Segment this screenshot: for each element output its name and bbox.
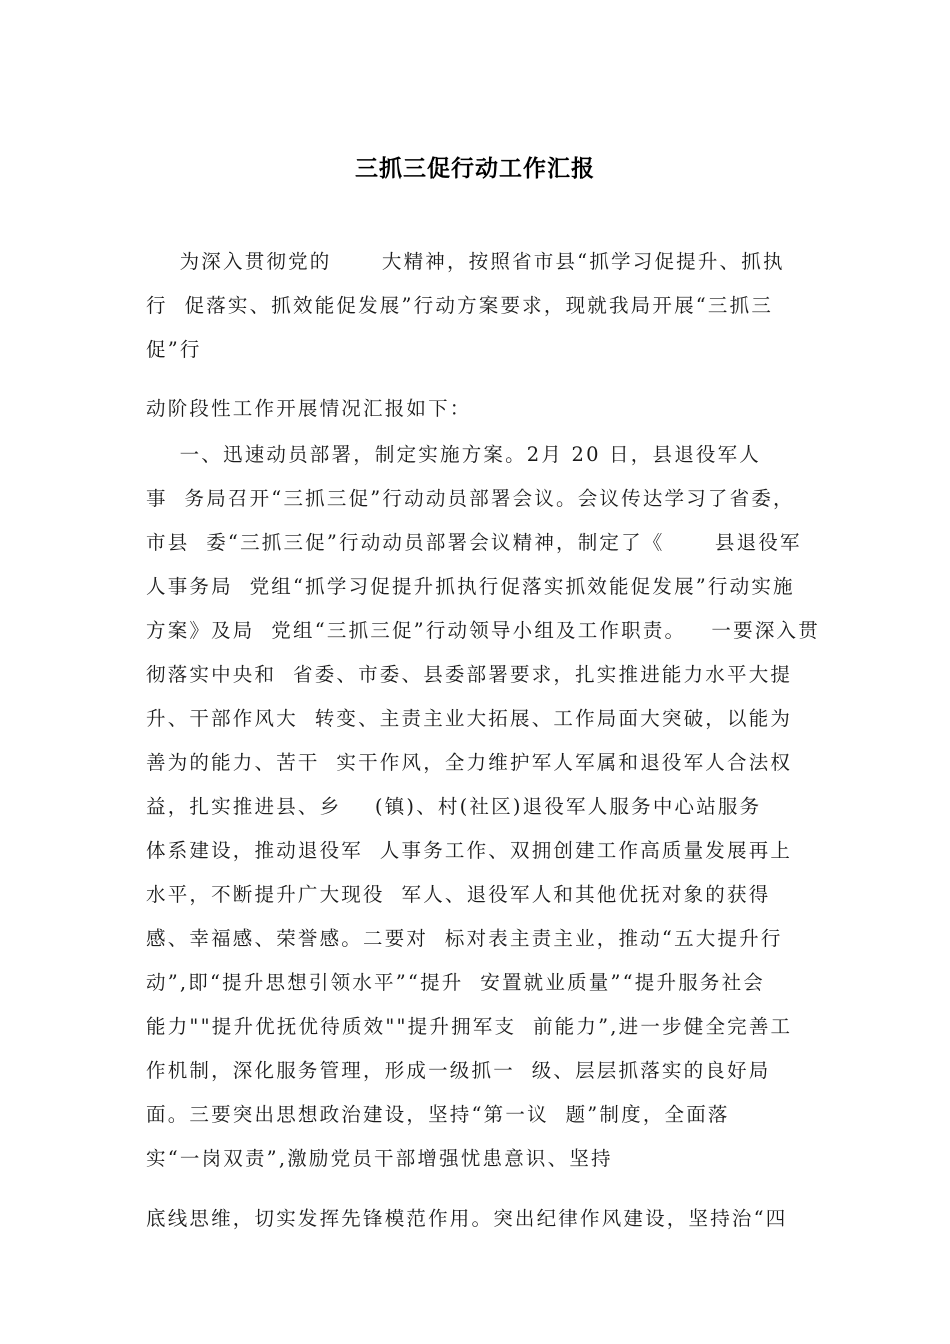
body-line: 彻落实中央和 省委、市委、县委部署要求，扎实推进能力水平大提 [146,663,793,686]
body-line: 底线思维，切实发挥先锋模范作用。突出纪律作风建设，坚持治“四 [146,1207,788,1230]
body-line: 实“一岗双责”,激励党员干部增强忧患意识、坚持 [146,1147,613,1170]
body-line: 方案》及局 党组“三抓三促”行动领导小组及工作职责。 一要深入贯 [146,619,820,642]
body-line: 动阶段性工作开展情况汇报如下： [146,397,472,420]
body-line: 能力""提升优抚优待质效""提升拥军支 前能力”,进一步健全完善工 [146,1015,793,1038]
document-title: 三抓三促行动工作汇报 [355,156,595,182]
body-line: 水平，不断提升广大现役 军人、退役军人和其他优抚对象的获得 [146,883,771,906]
body-line: 行 促落实、抓效能促发展”行动方案要求，现就我局开展“三抓三 [146,294,774,317]
body-line: 市县 委“三抓三促”行动动员部署会议精神，制定了《 县退役军 [146,531,802,554]
body-line: 一、迅速动员部署，制定实施方案。2月 20 日，县退役军人 [146,443,762,466]
body-line: 升、干部作风大 转变、主责主业大拓展、工作局面大突破，以能为 [146,707,793,730]
body-line: 面。三要突出思想政治建设，坚持“第一议 题”制度，全面落 [146,1103,730,1126]
body-line: 感、幸福感、荣誉感。二要对 标对表主责主业，推动“五大提升行 [146,927,783,950]
body-line: 事 务局召开“三抓三促”行动动员部署会议。会议传达学习了省委， [146,487,795,510]
body-line: 作机制，深化服务管理，形成一级抓一 级、层层抓落实的良好局 [146,1059,771,1082]
body-line: 益，扎实推进县、乡 (镇)、村(社区)退役军人服务中心站服务 [146,795,762,818]
body-line: 人事务局 党组“抓学习促提升抓执行促落实抓效能促发展”行动实施 [146,575,795,598]
body-line: 体系建设，推动退役军 人事务工作、双拥创建工作高质量发展再上 [146,839,793,862]
body-line: 动”,即“提升思想引领水平”“提升 安置就业质量”“提升服务社会 [146,971,766,994]
body-line: 善为的能力、苦干 实干作风，全力维护军人军属和退役军人合法权 [146,751,793,774]
body-line: 促”行 [146,338,202,361]
body-line: 为深入贯彻党的 大精神，按照省市县“抓学习促提升、抓执 [146,250,785,273]
